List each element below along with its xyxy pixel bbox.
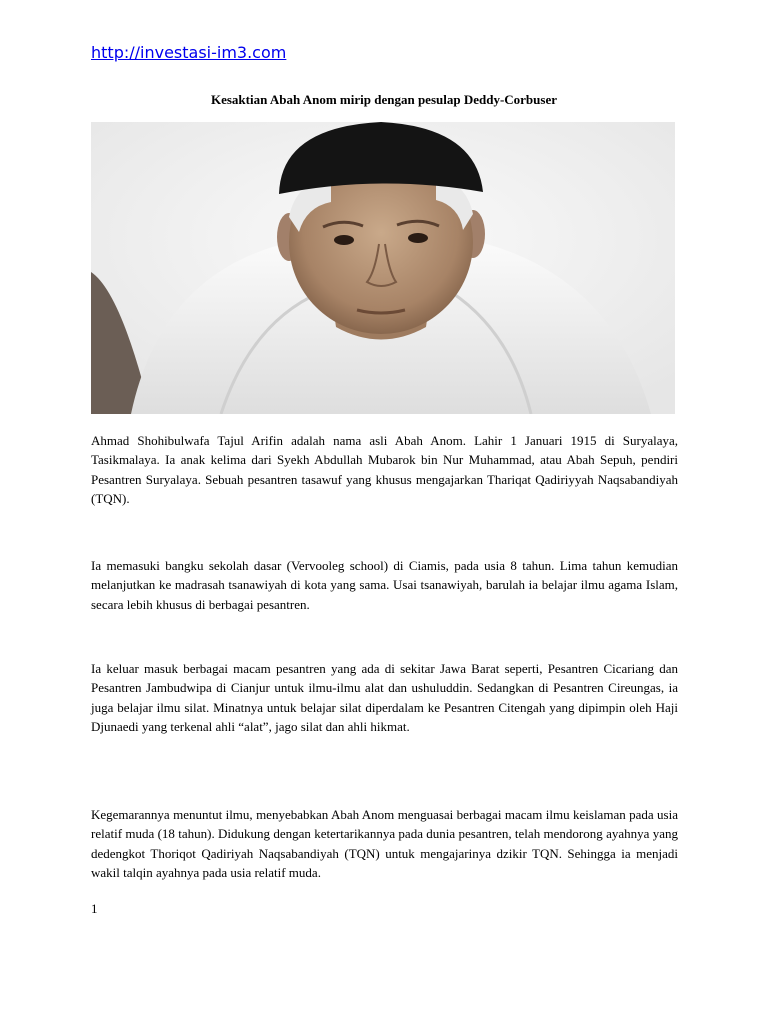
portrait-photo — [91, 122, 675, 414]
paragraph-1: Ahmad Shohibulwafa Tajul Arifin adalah nama asli Abah Anom. Lahir 1 Januari 1915 di Suryalaya, Tasikmalaya. Ia anak kelima dari Syekh Abdullah Mubarok bin Nur Muhammad, atau Abah Sepuh, pendiri Pesantren Suryalaya. Sebuah pesantren tasawuf yang khusus mengajarkan Thariqat Qadiriyyah Naqsabandiyah (TQN). — [91, 433, 678, 507]
site-link[interactable]: http://investasi-im3.com — [91, 43, 287, 62]
paragraph-4: Kegemarannya menuntut ilmu, menyebabkan Abah Anom menguasai berbagai macam ilmu keislaman pada usia relatif muda (18 tahun). Didukung dengan ketertarikannya pada dunia pesantren, telah mendorong ayahnya yang dedengkot Thoriqot Qadiriyah Naqsabandiyah (TQN) untuk mengajarinya dzikir TQN. Sehingga ia menjadi wakil talqin ayahnya pada usia relatif muda. — [91, 807, 678, 881]
paragraph-2: Ia memasuki bangku sekolah dasar (Vervooleg school) di Ciamis, pada usia 8 tahun. Lima tahun kemudian melanjutkan ke madrasah tsanawiyah di kota yang sama. Usai tsanawiyah, barulah ia belajar ilmu agama Islam, secara lebih khusus di berbagai pesantren. — [91, 558, 678, 612]
article-title: Kesaktian Abah Anom mirip dengan pesulap Deddy-Corbuser — [210, 92, 557, 107]
page-number: 1 — [91, 901, 98, 916]
paragraph-3: Ia keluar masuk berbagai macam pesantren yang ada di sekitar Jawa Barat seperti, Pesantren Cicariang dan Pesantren Jambudwipa di Cianjur untuk ilmu-ilmu alat dan ushuluddin. Sedangkan di Pesantren Cireungas, ia juga belajar ilmu silat. Minatnya untuk belajar silat diperdalam ke Pesantren Citengah yang dipimpin oleh Haji Djunaedi yang terkenal ahli “alat”, jago silat dan ahli hikmat. — [91, 661, 678, 735]
